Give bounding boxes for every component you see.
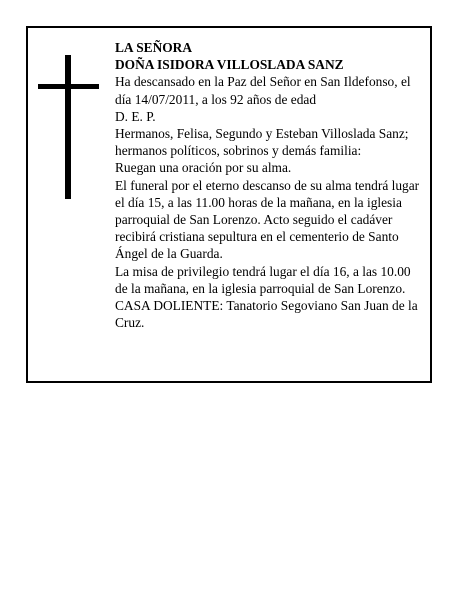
obituary-text [115,39,423,331]
funeral-details: El funeral por el eterno descanso de su alma tendrá lugar el día 15, a las 11.00 horas de la mañana, en la iglesia parroquial de San Lorenzo. Acto seguido el cadáver recibirá cristiana sepultura en el cementerio de Santo Ángel de la Guarda. [115,177,420,262]
deceased-name: DOÑA ISIDORA VILLOSLADA SANZ [115,57,344,73]
notice-title-line1: LA SEÑORA [115,40,193,55]
mass-details: La misa de privilegio tendrá lugar el día 16, a las 10.00 de la mañana, en la iglesia parroquial de San Lorenzo. [115,263,411,296]
death-announcement: Ha descansado en la Paz del Señor en San Ildefonso, el día 14/07/2011, a los 92 años de edad [115,74,411,107]
mourning-house: CASA DOLIENTE: Tanatorio Segoviano San Juan de la Cruz. [115,298,418,331]
prayer-request: Ruegan una oración por su alma. [115,160,292,176]
obituary-notice-frame [26,26,432,383]
cross-vertical-bar [65,55,71,199]
latin-cross-icon [38,55,100,199]
rip-line: D. E. P. [115,108,156,124]
cross-horizontal-bar [38,84,99,89]
family-line: Hermanos, Felisa, Segundo y Esteban Villoslada Sanz; hermanos políticos, sobrinos y demás familia: [115,126,409,159]
